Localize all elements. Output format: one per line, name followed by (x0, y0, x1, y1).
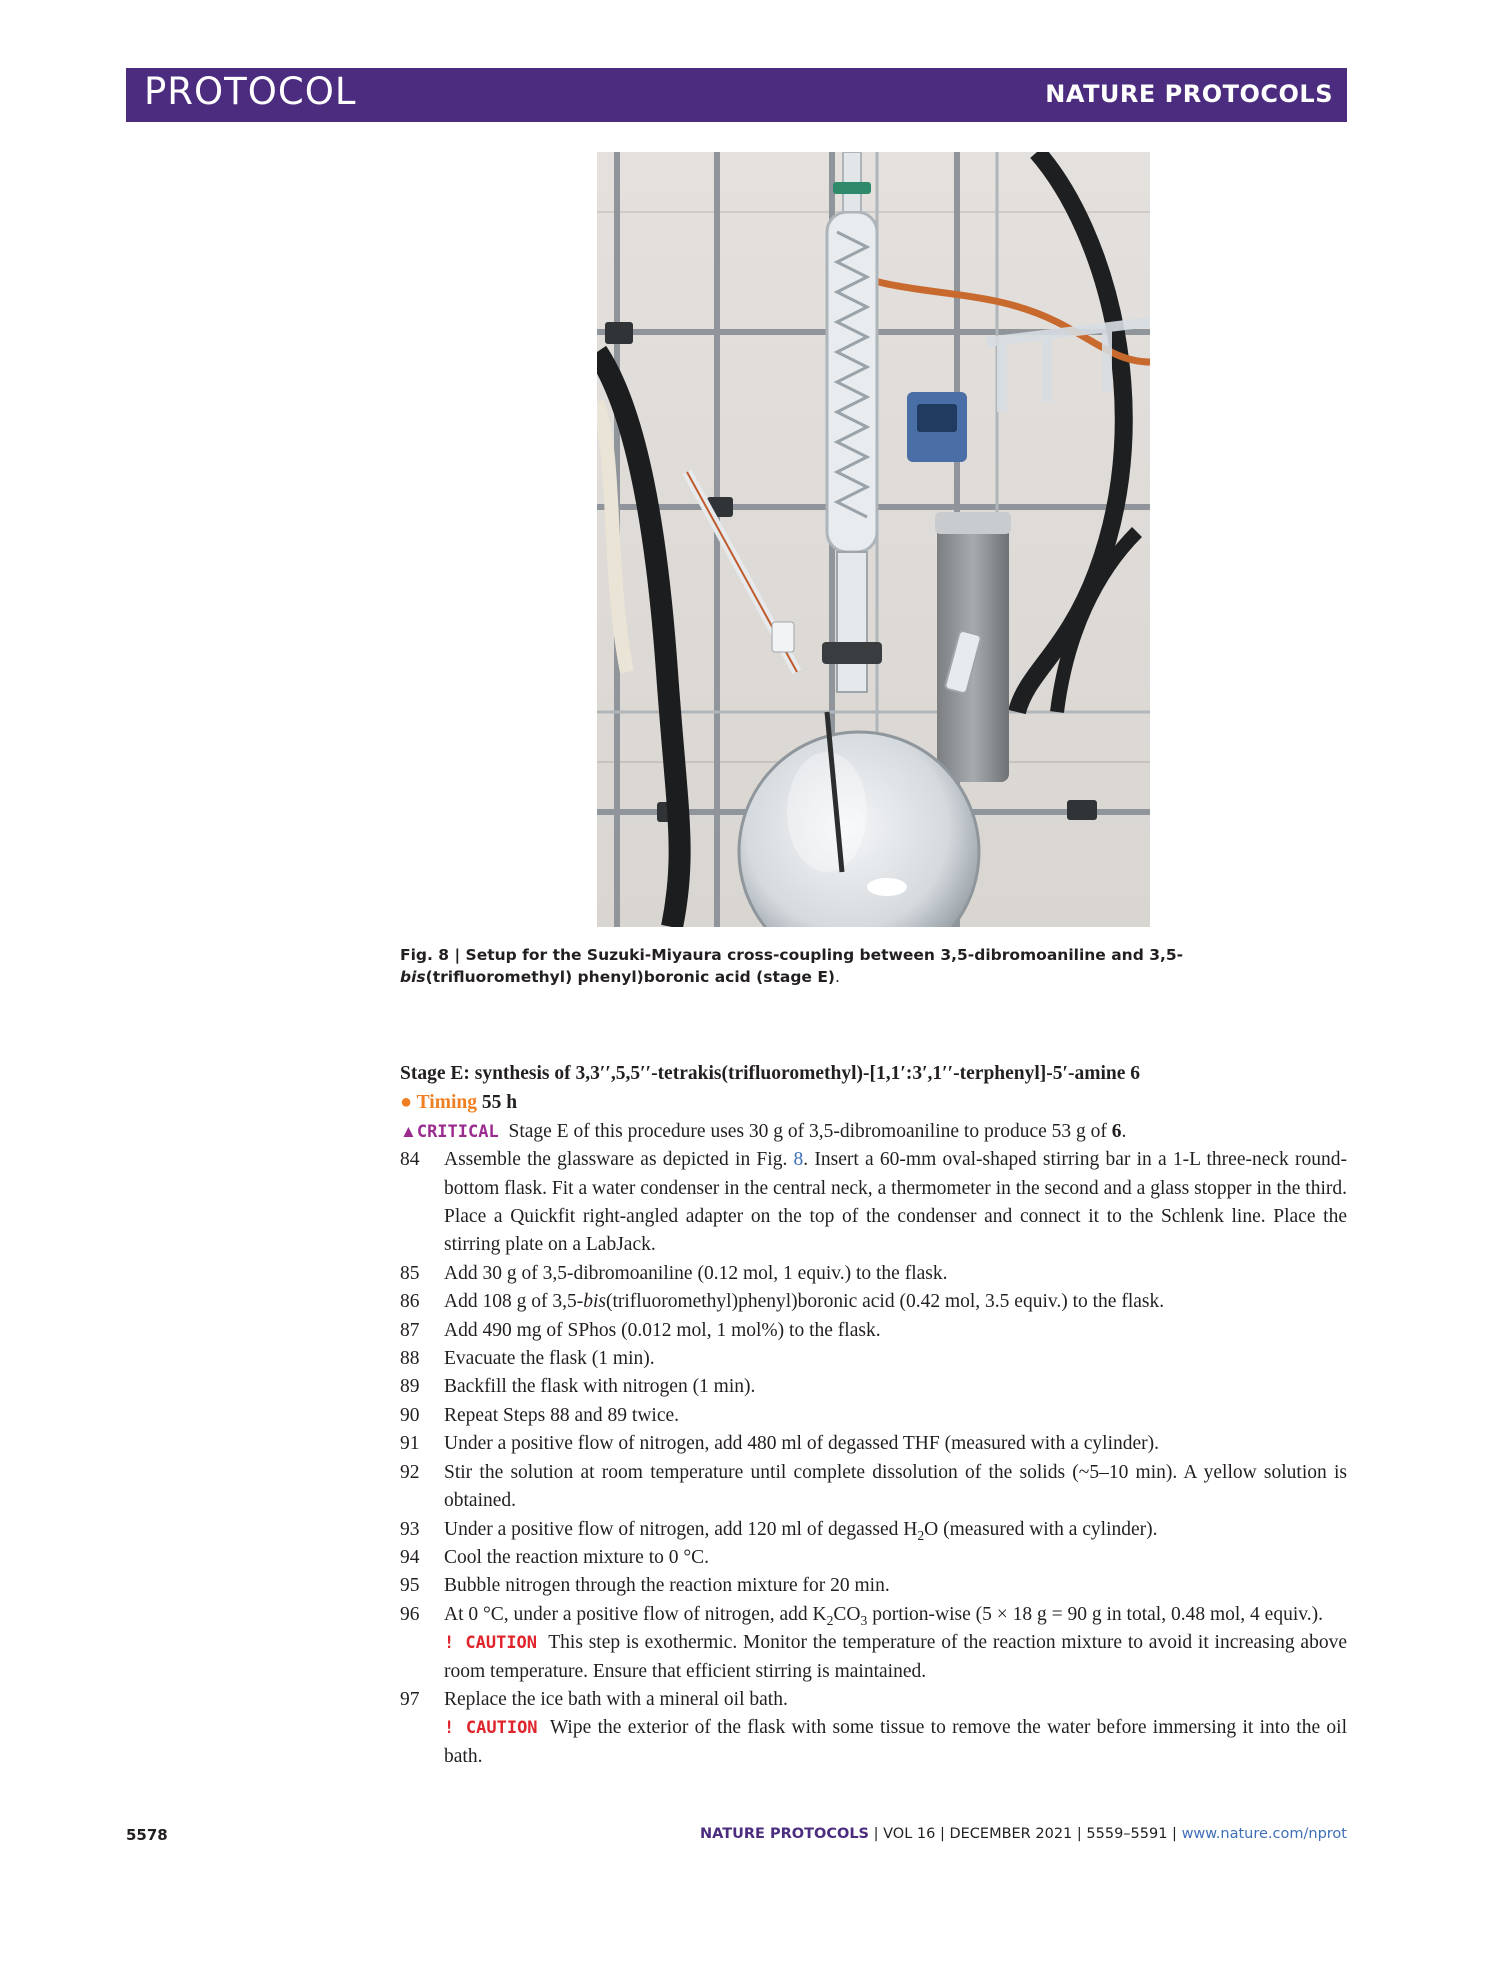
figure-link[interactable]: 8 (793, 1149, 804, 1171)
subscript: 2 (917, 1527, 925, 1543)
caption-text-a: Setup for the Suzuki-Miyaura cross-coupling between 3,5-dibromoaniline and 3,5- (465, 946, 1184, 964)
subscript: 2 (826, 1612, 834, 1628)
critical-end: . (1121, 1120, 1127, 1142)
step-86 (400, 1288, 1347, 1316)
footer-url-link[interactable]: www.nature.com/nprot (1181, 1826, 1347, 1842)
subscript: 3 (860, 1612, 868, 1628)
section-label: PROTOCOL (144, 70, 357, 113)
step-text: Replace the ice bath with a mineral oil bath. (444, 1688, 788, 1710)
step-text: Bubble nitrogen through the reaction mixture for 20 min. (444, 1575, 890, 1597)
step-91 (400, 1430, 1347, 1458)
step-text: Add 108 g of 3,5- (444, 1291, 584, 1313)
step-number: 84 (400, 1149, 420, 1171)
step-number: 86 (400, 1291, 420, 1313)
timing-dot-icon: ● (400, 1091, 413, 1114)
step-89 (400, 1373, 1347, 1401)
step-text: Cool the reaction mixture to 0 °C. (444, 1546, 710, 1568)
step-text: Backfill the flask with nitrogen (1 min). (444, 1376, 756, 1398)
step-text: Add 490 mg of SPhos (0.012 mol, 1 mol%) to the flask. (444, 1319, 881, 1341)
step-84 (400, 1146, 1347, 1260)
step-number: 88 (400, 1348, 420, 1370)
step-number: 90 (400, 1404, 420, 1426)
step-92 (400, 1459, 1347, 1516)
caution-note (400, 1714, 1347, 1771)
step-text: . Insert a 60-mm oval-shaped stirring bar in a 1-L three-neck round-bottom flask. Fit a water condenser in the central neck, a thermometer in the second and a glass stopper in the third. Place a Quickfit right-angled adapter on the top of the condenser and connect it to the Schlenk line. Place the stirring plate on a LabJack. (444, 1149, 1347, 1256)
caption-end: . (835, 968, 840, 986)
step-text: (trifluoromethyl)phenyl)boronic acid (0.42 mol, 3.5 equiv.) to the flask. (605, 1291, 1165, 1313)
step-number: 91 (400, 1433, 420, 1455)
step-88 (400, 1345, 1347, 1373)
figure-photo (597, 152, 1150, 927)
running-header (126, 68, 1347, 122)
footer-journal: NATURE PROTOCOLS (700, 1826, 870, 1842)
footer-volume: VOL 16 (883, 1826, 936, 1842)
timing-label: Timing (416, 1092, 477, 1114)
step-text: portion-wise (5 × 18 g = 90 g in total, 0.48 mol, 4 equiv.). (867, 1603, 1323, 1625)
step-number: 87 (400, 1319, 420, 1341)
journal-name: NATURE PROTOCOLS (1045, 80, 1333, 108)
caution-text: Wipe the exterior of the flask with some tissue to remove the water before immersing it into the oil bath. (444, 1717, 1347, 1767)
page-number: 5578 (126, 1826, 168, 1844)
step-87 (400, 1317, 1347, 1345)
caution-label: ! CAUTION (444, 1633, 538, 1654)
step-text: At 0 °C, under a positive flow of nitrogen, add K (444, 1603, 827, 1625)
caution-text: This step is exothermic. Monitor the temperature of the reaction mixture to avoid it increasing above room temperature. Ensure that efficient stirring is maintained. (444, 1632, 1347, 1682)
step-number: 96 (400, 1603, 420, 1625)
footer-citation (700, 1826, 1347, 1842)
footer-sep: | (935, 1826, 950, 1842)
step-90 (400, 1402, 1347, 1430)
timing-value: 55 h (481, 1092, 518, 1114)
step-96 (400, 1601, 1347, 1629)
critical-text: Stage E of this procedure uses 30 g of 3,5-dibromoaniline to produce 53 g of (508, 1120, 1112, 1142)
step-text: Evacuate the flask (1 min). (444, 1348, 655, 1370)
figure-caption (400, 944, 1347, 988)
step-italic: bis (583, 1291, 606, 1313)
procedure-body (400, 1060, 1347, 1771)
footer-date: DECEMBER 2021 (949, 1826, 1073, 1842)
stage-title: Stage E: synthesis of 3,3′′,5,5′′-tetrakis(trifluoromethyl)-[1,1′:3′,1′′-terphenyl]-5′-amine 6 (400, 1063, 1141, 1084)
step-95 (400, 1572, 1347, 1600)
step-number: 93 (400, 1518, 420, 1540)
footer-sep: | (1072, 1826, 1087, 1842)
footer-sep: | (1167, 1826, 1182, 1842)
critical-compound: 6 (1111, 1120, 1122, 1142)
step-number: 92 (400, 1461, 420, 1483)
figure-label: Fig. 8 | (400, 946, 466, 964)
step-number: 95 (400, 1575, 420, 1597)
step-text: O (measured with a cylinder). (924, 1518, 1158, 1540)
step-number: 94 (400, 1546, 420, 1568)
caption-italic: bis (400, 968, 426, 986)
step-94 (400, 1544, 1347, 1572)
footer-sep: | (869, 1826, 884, 1842)
step-93 (400, 1516, 1347, 1544)
step-text: Repeat Steps 88 and 89 twice. (444, 1404, 680, 1426)
critical-note (400, 1118, 1347, 1146)
step-text: Add 30 g of 3,5-dibromoaniline (0.12 mol, 1 equiv.) to the flask. (444, 1262, 948, 1284)
timing-line (400, 1088, 1347, 1117)
step-85 (400, 1260, 1347, 1288)
step-number: 97 (400, 1688, 420, 1710)
step-text: Stir the solution at room temperature until complete dissolution of the solids (~5–10 min). A yellow solution is obtained. (444, 1461, 1347, 1512)
caption-text-b: (trifluoromethyl) phenyl)boronic acid (stage E) (425, 968, 836, 986)
step-number: 85 (400, 1262, 420, 1284)
caution-note (400, 1629, 1347, 1686)
step-97 (400, 1686, 1347, 1714)
step-text: CO (833, 1603, 861, 1625)
critical-label: CRITICAL (416, 1121, 499, 1142)
step-text: Assemble the glassware as depicted in Fig. (444, 1149, 794, 1171)
step-text: Under a positive flow of nitrogen, add 480 ml of degassed THF (measured with a cylinder). (444, 1433, 1160, 1455)
caution-label: ! CAUTION (444, 1718, 538, 1739)
footer-pages: 5559–5591 (1086, 1826, 1168, 1842)
step-text: Under a positive flow of nitrogen, add 120 ml of degassed H (444, 1518, 918, 1540)
step-number: 89 (400, 1376, 420, 1398)
critical-triangle-icon: ▲ (400, 1121, 417, 1141)
